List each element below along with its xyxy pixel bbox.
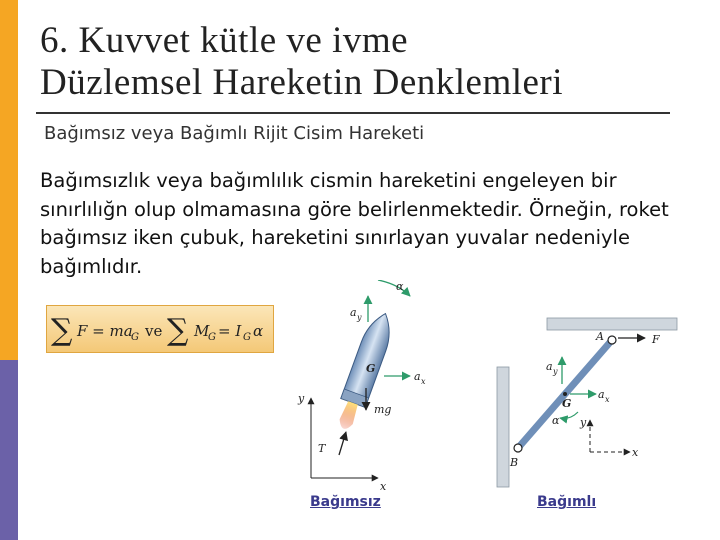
rocket-ax-label: a (414, 370, 421, 383)
body-paragraph: Bağımsızlık veya bağımlılık cismin hareketini engeleyen bir sınırlılığn olup olmamasına göre belirlenmektedir. Örneğin, roket bağımsız iken çubuk, hareketini sınırlayan yuvalar nedeniyle bağımlıdır. (40, 169, 669, 278)
rod-G-label: G (562, 397, 572, 410)
pin-A-icon (608, 336, 616, 344)
slide-subtitle: Bağımsız veya Bağımlı Rijit Cisim Hareketi (44, 123, 425, 144)
rocket-mg-label: mg (374, 403, 392, 416)
equation-svg (47, 306, 273, 352)
rocket-x-label: x (380, 480, 387, 493)
rocket-ax-subscript: x (421, 377, 426, 386)
rod-ay-subscript: y (553, 367, 558, 376)
thrust-arrow-icon (339, 432, 346, 455)
center-G-dot (563, 392, 567, 396)
rod-rotation-arrow-icon (560, 412, 578, 418)
moment-symbol: M (194, 322, 210, 340)
rocket-diagram (297, 280, 426, 493)
sum-symbol-2: ∑ (167, 313, 189, 348)
rod-ax-label: a (598, 388, 605, 401)
inertia-symbol: = I (218, 322, 242, 340)
rocket-G-label: G (366, 362, 376, 375)
accent-bar-purple (0, 360, 18, 540)
rocket-alpha-label: α (396, 280, 404, 293)
rod-x-label: x (632, 446, 639, 459)
title-underline (36, 112, 670, 114)
vertical-slot (497, 367, 509, 487)
caption-dependent: Bağımlı (537, 494, 597, 510)
rocket-ay-subscript: y (357, 313, 362, 322)
slide-title (40, 20, 700, 104)
rod-F-label: F (652, 333, 660, 346)
title-line-1: 6. Kuvvet kütle ve ivme (40, 20, 409, 61)
force-equation: F = ma (77, 322, 133, 340)
caption-independent: Bağımsız (310, 494, 381, 510)
rod-alpha-label: α (552, 414, 560, 427)
rocket-y-label: y (298, 392, 305, 405)
rod-y-label: y (580, 416, 587, 429)
pin-B-icon (514, 444, 522, 452)
rod-diagram (497, 318, 677, 487)
rotation-arrow-icon (378, 280, 410, 296)
rocket-T-label: T (318, 442, 326, 455)
moment-subscript: G (208, 332, 216, 343)
rod-B-label: B (510, 456, 519, 469)
rod-ay-label: a (546, 360, 553, 373)
force-subscript: G (131, 332, 139, 343)
rocket-ay-label: a (350, 306, 357, 319)
inertia-subscript: G (243, 332, 251, 343)
rod-ax-subscript: x (605, 395, 610, 404)
connector-word: ve (145, 322, 163, 340)
sum-symbol-1: ∑ (51, 313, 73, 348)
accent-bar-orange (0, 0, 18, 360)
title-line-2: Düzlemsel Hareketin Denklemleri (40, 62, 564, 103)
rod-A-label: A (596, 330, 604, 343)
horizontal-slot (547, 318, 677, 330)
equation-box (46, 305, 274, 353)
mechanics-figure (280, 280, 700, 495)
alpha-symbol: α (253, 322, 264, 340)
